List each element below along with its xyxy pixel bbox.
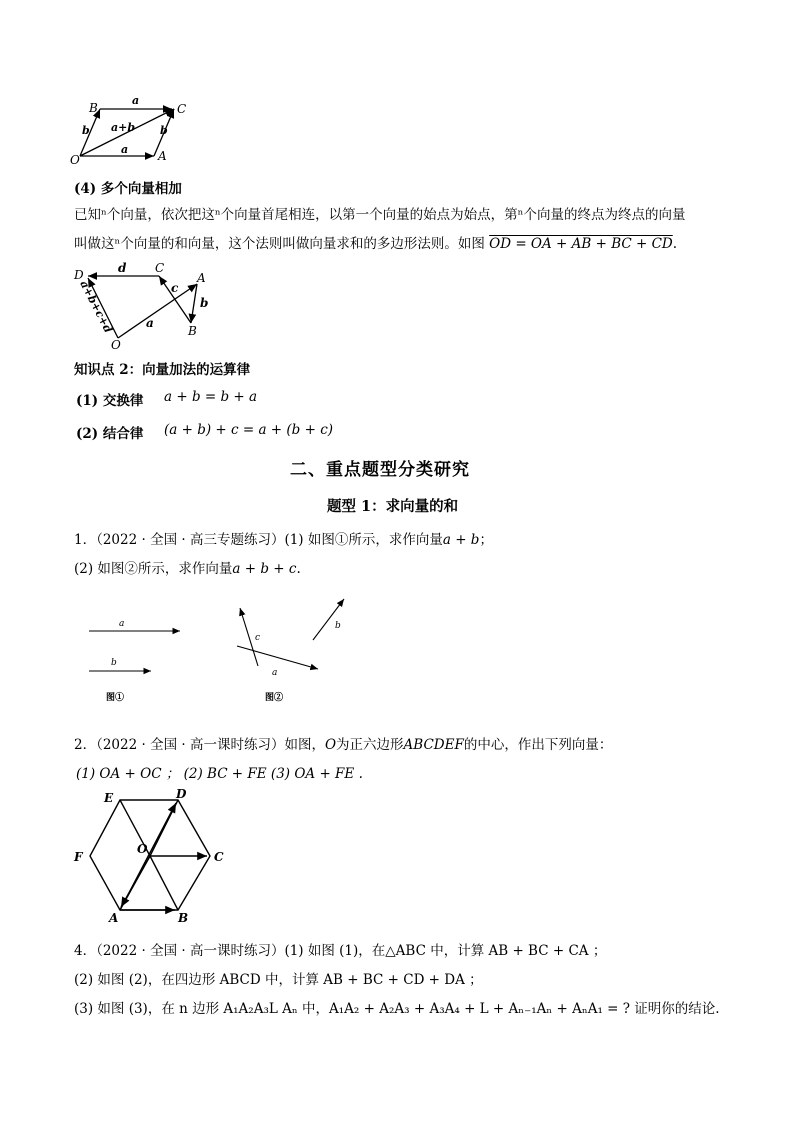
fig2-vec-b: b	[335, 621, 341, 631]
fig2-vec-a: a	[272, 668, 278, 678]
hex-E: E	[104, 791, 114, 805]
hex-O: O	[137, 842, 148, 856]
edge-top-a: a	[132, 94, 140, 107]
q1-line1-end: ；	[479, 532, 493, 548]
section-title: 二、重点题型分类研究	[290, 460, 470, 480]
hex-C: C	[214, 850, 224, 864]
q2-line1-mid: 为正六边形	[336, 737, 404, 753]
label-C: C	[177, 102, 187, 116]
edge-sum: a+b+c+d	[77, 278, 115, 336]
q2-line1-end: 的中心，作出下列向量：	[463, 737, 613, 753]
associative-label: (2) 结合律	[76, 426, 144, 442]
q4-line1: 4．（2022 · 全国 · 高一课时练习）(1) 如图 (1)，在△ABC 中，计算 AB + BC + CA ；	[74, 943, 607, 959]
section4-formula-end: .	[672, 236, 678, 252]
q4-line3: (3) 如图 (3)，在 n 边形 A₁A₂A₃L Aₙ 中，A₁A₂ + A₂A₃ + A₃A₄ + L + Aₙ₋₁Aₙ + AₙA₁ = ? 证明你的结论.	[74, 1001, 720, 1017]
label-O2: O	[111, 338, 121, 352]
section4-heading: (4) 多个向量相加	[74, 181, 182, 197]
associative-formula: (a + b) + c = a + (b + c)	[164, 422, 334, 438]
section4-formula: OD = OA + AB + BC + CD	[489, 236, 673, 252]
fig1-caption: 图①	[106, 693, 125, 703]
hex-A: A	[109, 911, 119, 925]
knowledge2-heading: 知识点 2：向量加法的运算律	[74, 362, 251, 378]
q4-line2: (2) 如图 (2)，在四边形 ABCD 中，计算 AB + BC + CD + DA ；	[74, 972, 483, 988]
q2-line2: (1) OA + OC ； (2) BC + FE (3) OA + FE .	[76, 766, 363, 782]
fig2-vec-c: c	[255, 633, 261, 643]
fig1-vec-a: a	[119, 619, 125, 629]
q1-line2-end: .	[296, 561, 301, 577]
edge-a: a	[146, 316, 154, 330]
q2-line1-poly: ABCDEF	[403, 737, 464, 753]
fig2-caption: 图②	[265, 693, 284, 703]
label-A2: A	[197, 271, 206, 285]
type1-title: 题型 1：求向量的和	[327, 498, 459, 515]
commutative-label: (1) 交换律	[76, 393, 144, 409]
edge-diag-a-plus-b: a+b	[111, 121, 136, 134]
q1-line2-formula: a + b + c	[232, 561, 297, 577]
section4-para-text: 叫做这ⁿ个向量的和向量，这个法则叫做向量求和的多边形法则。如图	[74, 236, 485, 252]
label-B: B	[89, 101, 98, 115]
label-C2: C	[155, 261, 165, 275]
label-D: D	[74, 268, 84, 282]
commutative-formula: a + b = b + a	[164, 389, 258, 405]
hex-F: F	[74, 850, 83, 864]
fig1-vec-b: b	[111, 658, 117, 668]
hex-B: B	[178, 911, 189, 925]
q1-line2-text: (2) 如图②所示，求作向量	[74, 561, 233, 577]
edge-left-b: b	[82, 124, 90, 137]
label-B2: B	[188, 324, 197, 338]
hex-D: D	[176, 787, 187, 801]
label-O: O	[70, 153, 80, 167]
q2-line1-o: O	[324, 737, 337, 753]
edge-right-b: b	[160, 124, 168, 137]
q1-line1-text: 1．（2022 · 全国 · 高三专题练习）(1) 如图①所示，求作向量	[74, 532, 443, 548]
edge-d: d	[118, 261, 127, 275]
edge-c: c	[171, 281, 179, 295]
edge-b: b	[200, 296, 209, 310]
q1-line1-formula: a + b	[442, 532, 480, 548]
q2-line1-prefix: 2．（2022 · 全国 · 高一课时练习）如图，	[74, 737, 325, 753]
section4-para-line1: 已知ⁿ个向量，依次把这ⁿ个向量首尾相连，以第一个向量的始点为始点，第ⁿ个向量的终点为终点的向量	[74, 207, 686, 223]
edge-bottom-a: a	[121, 143, 129, 156]
label-A: A	[158, 149, 167, 163]
hexagon-edges	[90, 800, 210, 910]
